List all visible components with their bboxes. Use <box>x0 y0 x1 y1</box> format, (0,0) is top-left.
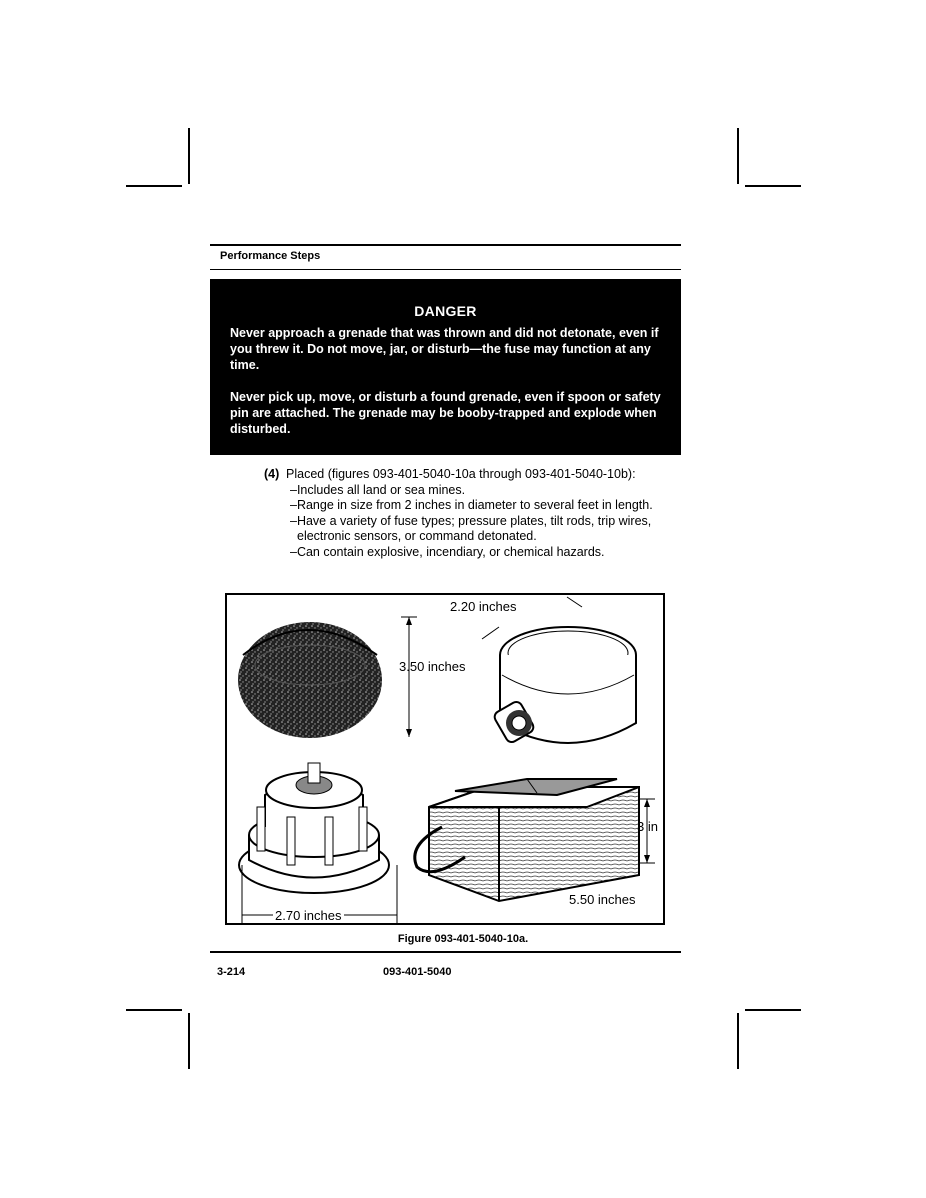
dome-mine-illustration <box>238 617 417 738</box>
crop-mark <box>188 1013 190 1069</box>
crop-mark <box>126 185 182 187</box>
figure-mines <box>225 593 665 925</box>
label-bottom-right-width: 5.50 inches <box>569 892 636 907</box>
crop-mark <box>126 1009 182 1011</box>
danger-paragraph-1: Never approach a grenade that was thrown and did not detonate, even if you threw it. Do not move, jar, or disturb—the fuse may function at any time. <box>230 326 659 372</box>
cylinder-mine-illustration <box>482 597 636 744</box>
list-item: –Have a variety of fuse types; pressure plates, tilt rods, trip wires, electronic sensors, or command detonated. <box>290 513 652 544</box>
list-item: –Range in size from 2 inches in diameter to several feet in length. <box>290 498 653 513</box>
step-number: (4) <box>264 467 280 481</box>
danger-title: DANGER <box>414 303 477 319</box>
section-header: Performance Steps <box>220 250 321 262</box>
step-text: Placed (figures 093-401-5040-10a through 093-401-5040-10b): <box>286 467 636 481</box>
figure-caption: Figure 093-401-5040-10a. <box>397 933 529 945</box>
label-top-right-dimension: 2.20 inches <box>450 599 517 614</box>
box-mine-illustration <box>415 779 655 901</box>
crop-mark <box>737 128 739 184</box>
page-number: 3-214 <box>217 966 246 978</box>
danger-box <box>210 279 681 455</box>
danger-paragraph-2: Never pick up, move, or disturb a found grenade, even if spoon or safety pin are attached. The grenade may be booby-trapped and explode when disturbed. <box>230 390 661 436</box>
step-4 <box>264 467 684 561</box>
task-number: 093-401-5040 <box>383 966 452 978</box>
crop-mark <box>745 1009 801 1011</box>
crop-mark <box>745 185 801 187</box>
label-bottom-right-height: 3 in <box>637 819 658 834</box>
figure-illustration <box>227 595 663 923</box>
label-top-left-dimension: 3.50 inches <box>399 659 466 674</box>
list-item: –Can contain explosive, incendiary, or chemical hazards. <box>290 544 605 559</box>
header-rule-top <box>210 244 681 246</box>
list-item: –Includes all land or sea mines. <box>290 482 466 497</box>
crop-mark <box>737 1013 739 1069</box>
crop-mark <box>188 128 190 184</box>
header-rule-bottom <box>210 269 681 270</box>
label-bottom-left-dimension: 2.70 inches <box>275 908 342 923</box>
ribbed-mine-illustration <box>239 763 397 923</box>
footer-rule <box>210 951 681 953</box>
